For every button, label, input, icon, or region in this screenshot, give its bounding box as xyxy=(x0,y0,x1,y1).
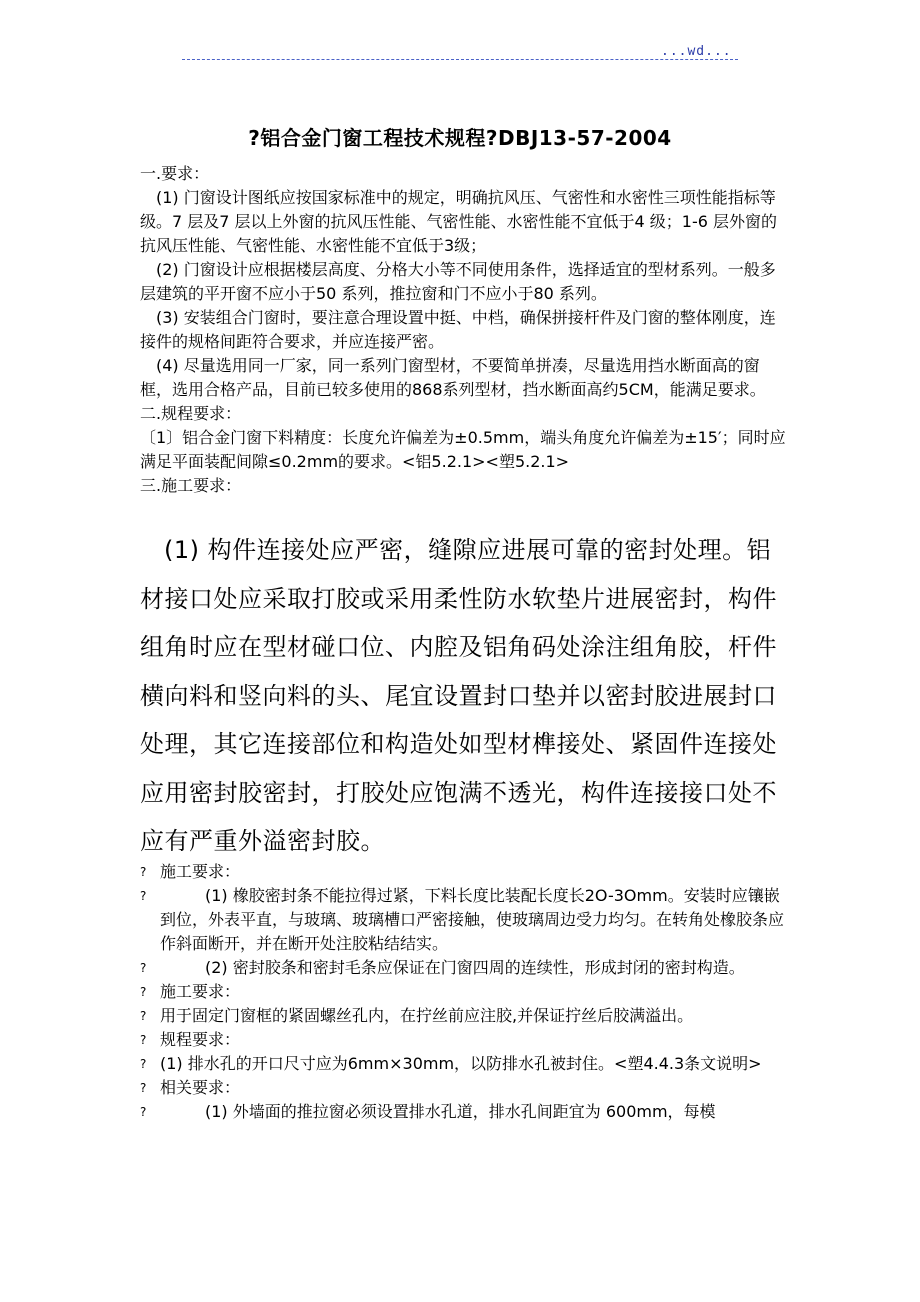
paragraph: (3) 安装组合门窗时，要注意合理设置中挺、中档，确保拼接杆件及门窗的整体刚度，连接件的规格间距符合要求，并应连接严密。 xyxy=(140,308,776,351)
list-item-text: 用于固定门窗框的紧固螺丝孔内，在拧丝前应注胶,并保证拧丝后胶满溢出。 xyxy=(160,1006,694,1025)
paragraph: (2) 门窗设计应根据楼层高度、分格大小等不同使用条件，选择适宜的型材系列。一般多层建筑的平开窗不应小于50 系列，推拉窗和门不应小于80 系列。 xyxy=(140,260,776,303)
list-item-text: 施工要求： xyxy=(160,862,241,881)
bullet-marker: ? xyxy=(140,1009,147,1023)
header-divider xyxy=(182,59,738,60)
bullet-marker: ? xyxy=(140,961,147,975)
list-item xyxy=(140,1100,790,1124)
list-item-text: (1) 排水孔的开口尺寸应为6mm×30mm，以防排水孔被封住。<塑4.4.3条文说明> xyxy=(160,1054,762,1073)
large-paragraph: (1) 构件连接处应严密，缝隙应进展可靠的密封处理。铝材接口处应采取打胶或采用柔性防水软垫片进展密封，构件组角时应在型材碰口位、内腔及铝角码处涂注组角胶，杆件横向料和竖向料的头、尾宜设置封口垫并以密封胶进展封口处理，其它连接部位和构造处如型材榫接处、紧固件连接处应用密封胶密封，打胶处应饱满不透光，构件连接接口处不应有严重外溢密封胶。 xyxy=(140,536,777,855)
list-item-text: (2) 密封胶条和密封毛条应保证在门窗四周的连续性，形成封闭的密封构造。 xyxy=(205,958,745,977)
bullet-marker: ? xyxy=(140,1081,147,1095)
list-item-text: (1) 外墙面的推拉窗必须设置排水孔道，排水孔间距宜为 600mm，每模 xyxy=(205,1102,716,1121)
list-item xyxy=(140,860,790,884)
bullet-marker: ? xyxy=(140,889,147,903)
list-item xyxy=(140,956,790,980)
list-item xyxy=(140,1028,790,1052)
bullet-marker: ? xyxy=(140,865,147,879)
bullet-marker: ? xyxy=(140,1057,147,1071)
document-title: ?铝合金门窗工程技术规程?DBJ13-57-2004 xyxy=(248,126,672,150)
list-item xyxy=(140,1004,790,1028)
section-heading: 一.要求： xyxy=(140,164,210,183)
paragraph: 〔1〕铝合金门窗下料精度：长度允许偏差为±0.5mm，端头角度允许偏差为±15′；同时应满足平面装配间隙≤0.2mm的要求。<铝5.2.1><塑5.2.1> xyxy=(140,428,786,471)
bullet-marker: ? xyxy=(140,1105,147,1119)
section-heading: 三.施工要求： xyxy=(140,476,242,495)
bullet-list xyxy=(140,860,790,1124)
list-item-text: 施工要求： xyxy=(160,982,241,1001)
list-item-text: 相关要求： xyxy=(160,1078,241,1097)
list-item xyxy=(140,884,790,956)
section-requirements xyxy=(140,162,790,498)
paragraph: (4) 尽量选用同一厂家，同一系列门窗型材，不要简单拼凑，尽量选用挡水断面高的窗框，选用合格产品，目前已较多使用的868系列型材，挡水断面高约5CM，能满足要求。 xyxy=(140,356,766,399)
list-item xyxy=(140,1052,790,1076)
bullet-marker: ? xyxy=(140,985,147,999)
list-item xyxy=(140,1076,790,1100)
bullet-marker: ? xyxy=(140,1033,147,1047)
list-item-text: 规程要求： xyxy=(160,1030,241,1049)
paragraph: (1) 门窗设计图纸应按国家标准中的规定，明确抗风压、气密性和水密性三项性能指标等级。7 层及7 层以上外窗的抗风压性能、气密性能、水密性能不宜低于4 级；1-6 层外窗的抗风压性能、气密性能、水密性能不宜低于3级； xyxy=(140,188,778,255)
header-watermark: ...wd... xyxy=(661,44,732,59)
list-item xyxy=(140,980,790,1004)
list-item-text: (1) 橡胶密封条不能拉得过紧，下料长度比装配长度长2O-3Omm。安装时应镶嵌到位，外表平直，与玻璃、玻璃槽口严密接触，使玻璃周边受力均匀。在转角处橡胶条应作斜面断开，并在断开处注胶粘结结实。 xyxy=(160,886,785,953)
section-heading: 二.规程要求： xyxy=(140,404,242,423)
